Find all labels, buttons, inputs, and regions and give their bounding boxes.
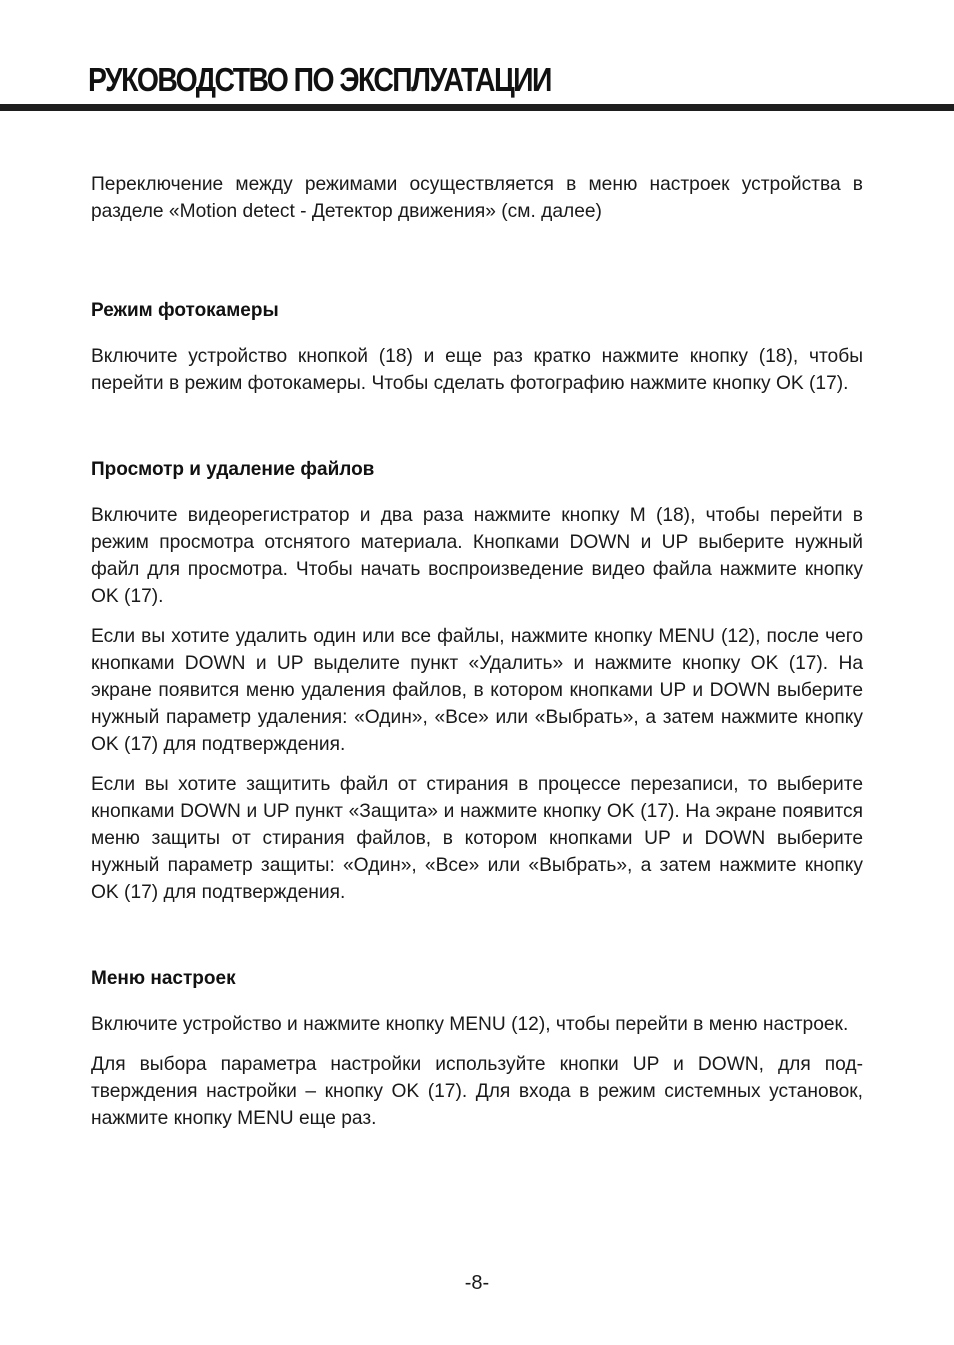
- section-title-view-delete-files: Просмотр и удаление файлов: [91, 459, 375, 480]
- photo-mode-paragraph: Включите устройство кнопкой (18) и еще раз кратко нажмите кнопку (18), чтобы перейти в режим фотокамеры. Чтобы сделать фотографию нажмите кнопку OK (17).: [91, 346, 863, 394]
- delete-files-paragraph: Если вы хотите удалить один или все файлы, нажмите кнопку MENU (12), после чего кнопками DOWN и UP выделите пункт «Удалить» и нажмите кнопку OK (17). На экране появится меню удаления файлов, в котором кнопками UP и DOWN выберите нужный параметр удаления: «Один», «Все» или «Выбрать», а затем нажмите кнопку OK (17) для подтверждения.: [91, 626, 863, 755]
- settings-menu-navigation-paragraph: Для выбора параметра настройки используйте кнопки UP и DOWN, для подтверждения настройки – кнопку OK (17). Для входа в режим системных установок, нажмите кнопку MENU еще раз.: [91, 1054, 863, 1129]
- view-files-paragraph: Включите видеорегистратор и два раза нажмите кнопку М (18), чтобы перейти в режим просмотра отснятого материала. Кнопками DOWN и UP выберите нужный файл для просмотра. Чтобы начать воспроизведение видео файла нажмите кнопку OK (17).: [91, 505, 863, 607]
- intro-paragraph: Переключение между режимами осуществляется в меню настроек устройства в разделе «Motion detect - Детектор движения» (см. далее): [91, 174, 863, 222]
- section-title-photo-mode: Режим фотокамеры: [91, 300, 279, 321]
- page-number: -8-: [464, 1272, 490, 1294]
- protect-files-paragraph: Если вы хотите защитить файл от стирания в процессе перезаписи, то выберите кнопками DOWN и UP пункт «Защита» и нажмите кнопку OK (17). На экране появится меню защиты от стирания файлов, в котором кнопками UP и DOWN выберите нужный параметр защиты: «Один», «Все» или «Выбрать», а затем нажмите кнопку OK (17) для подтверждения.: [91, 774, 863, 903]
- section-photo-mode: [91, 297, 863, 397]
- document-body: [91, 171, 863, 1145]
- header-divider: [0, 104, 954, 111]
- document-title: РУКОВОДСТВО ПО ЭКСПЛУАТАЦИИ: [88, 61, 551, 98]
- section-view-delete-files: [91, 456, 863, 906]
- settings-menu-open-paragraph: Включите устройство и нажмите кнопку MENU (12), чтобы перейти в меню настроек.: [91, 1014, 849, 1035]
- section-settings-menu: [91, 965, 863, 1132]
- section-title-settings-menu: Меню настроек: [91, 968, 236, 989]
